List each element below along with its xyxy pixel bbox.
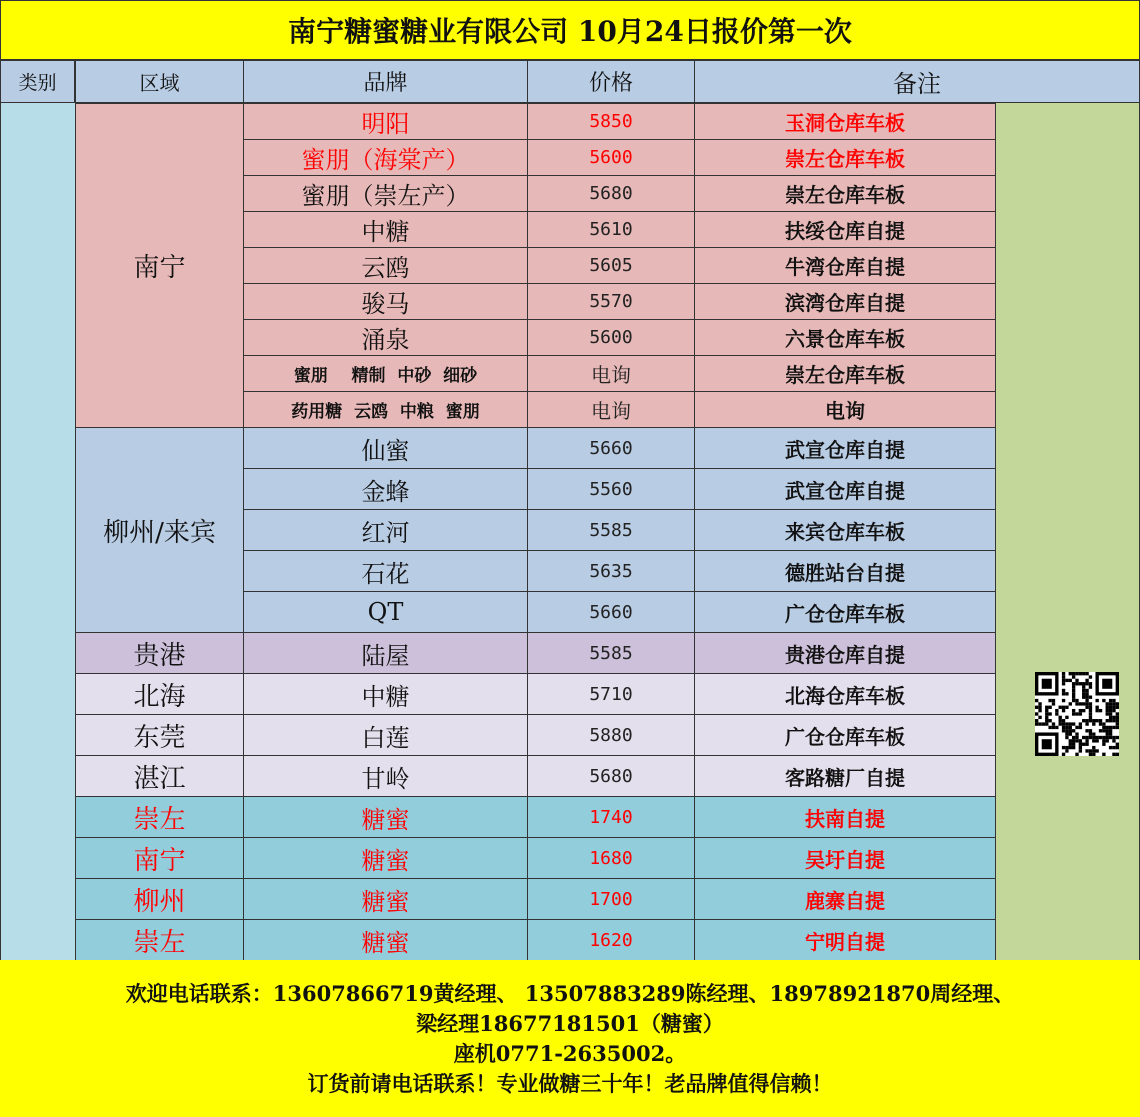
region-cell: 南宁	[75, 103, 244, 428]
price-cell: 5600	[527, 139, 695, 176]
price-cell: 1680	[527, 837, 695, 879]
price-cell: 1700	[527, 878, 695, 920]
header-brand: 品牌	[243, 60, 528, 103]
brand-cell: 蜜朋（海棠产）	[243, 139, 528, 176]
price-cell: 5635	[527, 550, 695, 592]
brand-cell: 糖蜜	[243, 837, 528, 879]
brand-cell: QT	[243, 591, 528, 633]
brand-cell: 蜜朋（崇左产）	[243, 175, 528, 212]
brand-cell: 药用糖 云鸥 中粮 蜜朋	[243, 391, 528, 428]
brand-cell: 糖蜜	[243, 919, 528, 961]
brand-cell: 骏马	[243, 283, 528, 320]
price-cell: 电询	[527, 355, 695, 392]
brand-cell: 陆屋	[243, 632, 528, 674]
price-cell: 电询	[527, 391, 695, 428]
price-cell: 5850	[527, 103, 695, 140]
footer-line: 梁经理18677181501（糖蜜）	[416, 1010, 724, 1036]
note-cell: 来宾仓库车板	[694, 509, 996, 551]
note-cell: 崇左仓库车板	[694, 139, 996, 176]
side-panel	[995, 103, 1140, 960]
header-price: 价格	[527, 60, 695, 103]
note-cell: 吴圩自提	[694, 837, 996, 879]
note-cell: 武宣仓库自提	[694, 468, 996, 510]
region-cell: 东莞	[75, 714, 244, 756]
contact-footer	[0, 960, 1140, 1117]
region-cell: 湛江	[75, 755, 244, 797]
price-cell: 5680	[527, 175, 695, 212]
price-cell: 5660	[527, 427, 695, 469]
region-cell: 崇左	[75, 919, 244, 961]
note-cell: 广仓仓库车板	[694, 714, 996, 756]
page-title: 南宁糖蜜糖业有限公司 10月24日报价第一次	[0, 0, 1140, 60]
region-cell: 北海	[75, 673, 244, 715]
category-column	[0, 103, 75, 960]
region-cell: 贵港	[75, 632, 244, 674]
price-cell: 1740	[527, 796, 695, 838]
brand-cell: 甘岭	[243, 755, 528, 797]
note-cell: 崇左仓库车板	[694, 355, 996, 392]
price-cell: 5710	[527, 673, 695, 715]
price-cell: 5660	[527, 591, 695, 633]
note-cell: 贵港仓库自提	[694, 632, 996, 674]
footer-line: 欢迎电话联系：13607866719黄经理、 13507883289陈经理、18978921870周经理、	[125, 980, 1015, 1006]
note-cell: 武宣仓库自提	[694, 427, 996, 469]
brand-cell: 仙蜜	[243, 427, 528, 469]
note-cell: 牛湾仓库自提	[694, 247, 996, 284]
note-cell: 玉洞仓库车板	[694, 103, 996, 140]
price-cell: 5610	[527, 211, 695, 248]
brand-cell: 糖蜜	[243, 878, 528, 920]
note-cell: 六景仓库车板	[694, 319, 996, 356]
header-region: 区域	[75, 60, 244, 103]
price-cell: 5585	[527, 509, 695, 551]
note-cell: 鹿寨自提	[694, 878, 996, 920]
brand-cell: 红河	[243, 509, 528, 551]
note-cell: 广仓仓库车板	[694, 591, 996, 633]
brand-cell: 中糖	[243, 211, 528, 248]
note-cell: 扶南自提	[694, 796, 996, 838]
note-cell: 电询	[694, 391, 996, 428]
region-cell: 柳州/来宾	[75, 427, 244, 633]
brand-cell: 涌泉	[243, 319, 528, 356]
qr-code-icon	[1035, 672, 1119, 756]
brand-cell: 中糖	[243, 673, 528, 715]
region-cell: 南宁	[75, 837, 244, 879]
brand-cell: 明阳	[243, 103, 528, 140]
footer-line: 座机0771-2635002。	[453, 1040, 687, 1066]
price-cell: 1620	[527, 919, 695, 961]
brand-cell: 石花	[243, 550, 528, 592]
price-cell: 5605	[527, 247, 695, 284]
region-cell: 柳州	[75, 878, 244, 920]
brand-cell: 蜜朋 精制 中砂 细砂	[243, 355, 528, 392]
note-cell: 客路糖厂自提	[694, 755, 996, 797]
note-cell: 宁明自提	[694, 919, 996, 961]
note-cell: 德胜站台自提	[694, 550, 996, 592]
price-cell: 5570	[527, 283, 695, 320]
price-cell: 5680	[527, 755, 695, 797]
footer-line: 订货前请电话联系！专业做糖三十年！老品牌值得信赖！	[307, 1070, 833, 1096]
brand-cell: 云鸥	[243, 247, 528, 284]
note-cell: 扶绥仓库自提	[694, 211, 996, 248]
region-cell: 崇左	[75, 796, 244, 838]
header-note: 备注	[694, 60, 1140, 103]
note-cell: 北海仓库车板	[694, 673, 996, 715]
price-cell: 5560	[527, 468, 695, 510]
brand-cell: 白莲	[243, 714, 528, 756]
note-cell: 滨湾仓库自提	[694, 283, 996, 320]
price-cell: 5880	[527, 714, 695, 756]
header-category: 类别	[0, 60, 75, 103]
price-cell: 5600	[527, 319, 695, 356]
note-cell: 崇左仓库车板	[694, 175, 996, 212]
brand-cell: 金蜂	[243, 468, 528, 510]
price-cell: 5585	[527, 632, 695, 674]
brand-cell: 糖蜜	[243, 796, 528, 838]
